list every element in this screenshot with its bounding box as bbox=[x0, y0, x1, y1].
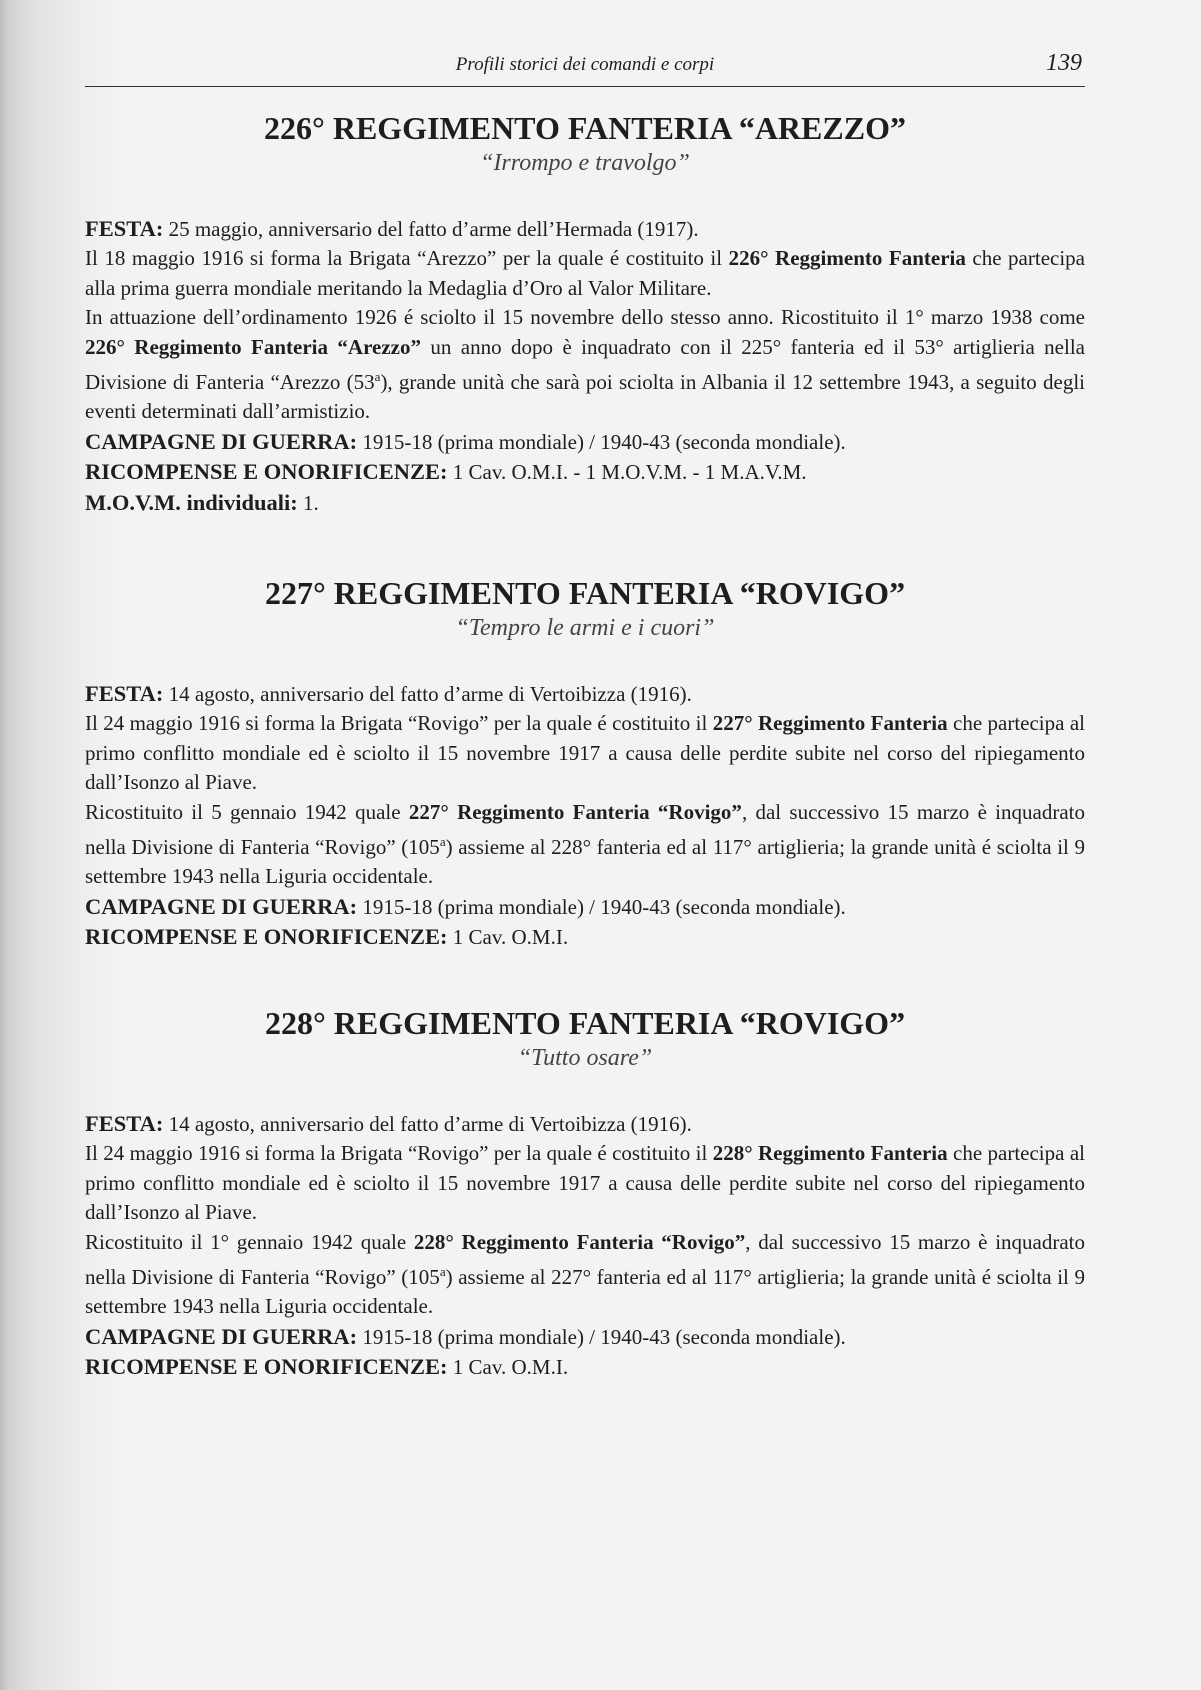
paragraph bbox=[85, 303, 1085, 427]
running-title: Profili storici dei comandi e corpi bbox=[455, 54, 715, 75]
festa-line bbox=[85, 214, 1085, 244]
ricompense-text: 1 Cav. O.M.I. - 1 M.O.V.M. - 1 M.A.V.M. bbox=[447, 460, 807, 485]
regiment-name: 227° Reggimento Fanteria “Rovigo” bbox=[408, 799, 742, 824]
paragraph-text: In attuazione dell’ordinamento 1926 é sciolto il 15 novembre dello stesso anno. bbox=[85, 305, 774, 330]
regiment-name: 228° Reggimento Fanteria bbox=[712, 1141, 948, 1166]
campagne-label: CAMPAGNE DI GUERRA: bbox=[85, 428, 358, 454]
festa-text: 14 agosto, anniversario del fatto d’arme di Vertoibizza (1916). bbox=[163, 1112, 692, 1136]
movm-text: 1. bbox=[297, 490, 319, 515]
paragraph-text: , dal successivo 15 marzo è inquadrato nella Divisione di Fanteria “Rovigo” (105 bbox=[85, 799, 1085, 860]
festa-label: FESTA: bbox=[85, 216, 164, 241]
paragraph-text: , dal successivo 15 marzo è inquadrato nella Divisione di Fanteria “Rovigo” (105 bbox=[85, 1229, 1085, 1290]
movm-label: M.O.V.M. individuali: bbox=[85, 489, 298, 515]
festa-label: FESTA: bbox=[85, 1111, 164, 1136]
section-title: 226° REGGIMENTO FANTERIA “AREZZO” bbox=[264, 110, 906, 146]
regiment-name: 226° Reggimento Fanteria “Arezzo” bbox=[85, 334, 421, 359]
campagne-line bbox=[85, 1322, 1085, 1352]
paragraph bbox=[85, 244, 1085, 303]
paragraph-text: Ricostituito il 5 gennaio 1942 quale bbox=[85, 799, 409, 824]
header-rule bbox=[85, 86, 1085, 87]
section-228-rovigo bbox=[85, 1005, 1085, 1383]
section-body bbox=[85, 214, 1085, 518]
festa-text: 25 maggio, anniversario del fatto d’arme dell’Hermada (1917). bbox=[163, 217, 699, 241]
campagne-line bbox=[85, 427, 1085, 457]
campagne-line bbox=[85, 892, 1085, 922]
paragraph-text: ), grande unità che sarà poi sciolta in Albania il 12 settembre 1943, a seguito degli eventi determinati dall’armistizio. bbox=[85, 370, 1085, 424]
paragraph-text: un anno dopo è inquadrato con il 225° fanteria ed il 53° artiglieria nella Divisione di Fanteria “Arezzo (53 bbox=[85, 334, 1085, 395]
ricompense-text: 1 Cav. O.M.I. bbox=[447, 1355, 569, 1380]
paragraph-text: ) assieme al 227° fanteria ed al 117° artiglieria; la grande unità é sciolta il 9 settembre 1943 nella Liguria occidentale. bbox=[85, 1265, 1086, 1319]
paragraph bbox=[85, 1228, 1085, 1322]
section-226-arezzo bbox=[85, 110, 1085, 518]
paragraph-text: Il 24 maggio 1916 si forma la Brigata “Rovigo” per la quale é costituito il bbox=[85, 1141, 713, 1166]
section-title: 228° REGGIMENTO FANTERIA “ROVIGO” bbox=[264, 1005, 906, 1041]
section-motto: “Irrompo e travolgo” bbox=[480, 150, 690, 176]
ricompense-line bbox=[85, 1352, 1085, 1382]
running-head bbox=[85, 50, 1085, 80]
campagne-label: CAMPAGNE DI GUERRA: bbox=[85, 893, 358, 919]
section-227-rovigo bbox=[85, 575, 1085, 953]
paragraph-text: che partecipa alla prima guerra mondiale meritando la Medaglia d’Oro al Valor Militare. bbox=[85, 246, 1086, 300]
campagne-text: 1915-18 (prima mondiale) / 1940-43 (seconda mondiale). bbox=[357, 1324, 846, 1349]
paragraph-text: Il 18 maggio 1916 si forma la Brigata “Arezzo” per la quale é costituito il bbox=[85, 246, 729, 271]
campagne-label: CAMPAGNE DI GUERRA: bbox=[85, 1323, 358, 1349]
festa-text: 14 agosto, anniversario del fatto d’arme di Vertoibizza (1916). bbox=[163, 682, 692, 706]
paragraph-text: Il 24 maggio 1916 si forma la Brigata “Rovigo” per la quale é costituito il bbox=[85, 711, 713, 736]
campagne-text: 1915-18 (prima mondiale) / 1940-43 (seconda mondiale). bbox=[357, 894, 846, 919]
ricompense-label: RICOMPENSE E ONORIFICENZE: bbox=[85, 924, 448, 950]
ricompense-label: RICOMPENSE E ONORIFICENZE: bbox=[85, 459, 448, 485]
section-title: 227° REGGIMENTO FANTERIA “ROVIGO” bbox=[264, 575, 906, 611]
ricompense-line bbox=[85, 457, 1085, 487]
regiment-name: 228° Reggimento Fanteria “Rovigo” bbox=[413, 1229, 746, 1254]
regiment-name: 227° Reggimento Fanteria bbox=[712, 711, 948, 736]
ricompense-line bbox=[85, 922, 1085, 952]
paragraph-text: ) assieme al 228° fanteria ed al 117° artiglieria; la grande unità é sciolta il 9 settembre 1943 nella Liguria occidentale. bbox=[85, 835, 1086, 889]
festa-line bbox=[85, 1109, 1085, 1139]
section-body bbox=[85, 679, 1085, 953]
section-motto: “Tempro le armi e i cuori” bbox=[455, 615, 715, 641]
paragraph bbox=[85, 709, 1085, 797]
paragraph bbox=[85, 798, 1085, 892]
section-motto: “Tutto osare” bbox=[517, 1045, 653, 1071]
superscript: a bbox=[374, 369, 381, 385]
festa-line bbox=[85, 679, 1085, 709]
paragraph-text: Ricostituito il 1° gennaio 1942 quale bbox=[85, 1229, 414, 1254]
ricompense-label: RICOMPENSE E ONORIFICENZE: bbox=[85, 1354, 448, 1380]
ricompense-text: 1 Cav. O.M.I. bbox=[447, 925, 569, 950]
paragraph-text: che partecipa al primo conflitto mondiale ed è sciolto il 15 novembre 1917 a causa delle perdite subite nel corso del ripiegamento dall’Isonzo al Piave. bbox=[85, 711, 1085, 795]
paragraph bbox=[85, 1139, 1085, 1227]
superscript: a bbox=[439, 1264, 446, 1280]
campagne-text: 1915-18 (prima mondiale) / 1940-43 (seconda mondiale). bbox=[357, 429, 846, 454]
section-body bbox=[85, 1109, 1085, 1383]
festa-label: FESTA: bbox=[85, 681, 164, 706]
page-number: 139 bbox=[1046, 50, 1082, 76]
superscript: a bbox=[439, 834, 446, 850]
paragraph-text: Ricostituito il 1° marzo 1938 come bbox=[780, 305, 1086, 330]
paragraph-text: che partecipa al primo conflitto mondiale ed è sciolto il 15 novembre 1917 a causa delle perdite subite nel corso del ripiegamento dall’Isonzo al Piave. bbox=[85, 1141, 1085, 1225]
regiment-name: 226° Reggimento Fanteria bbox=[728, 246, 966, 271]
movm-line bbox=[85, 488, 1085, 518]
